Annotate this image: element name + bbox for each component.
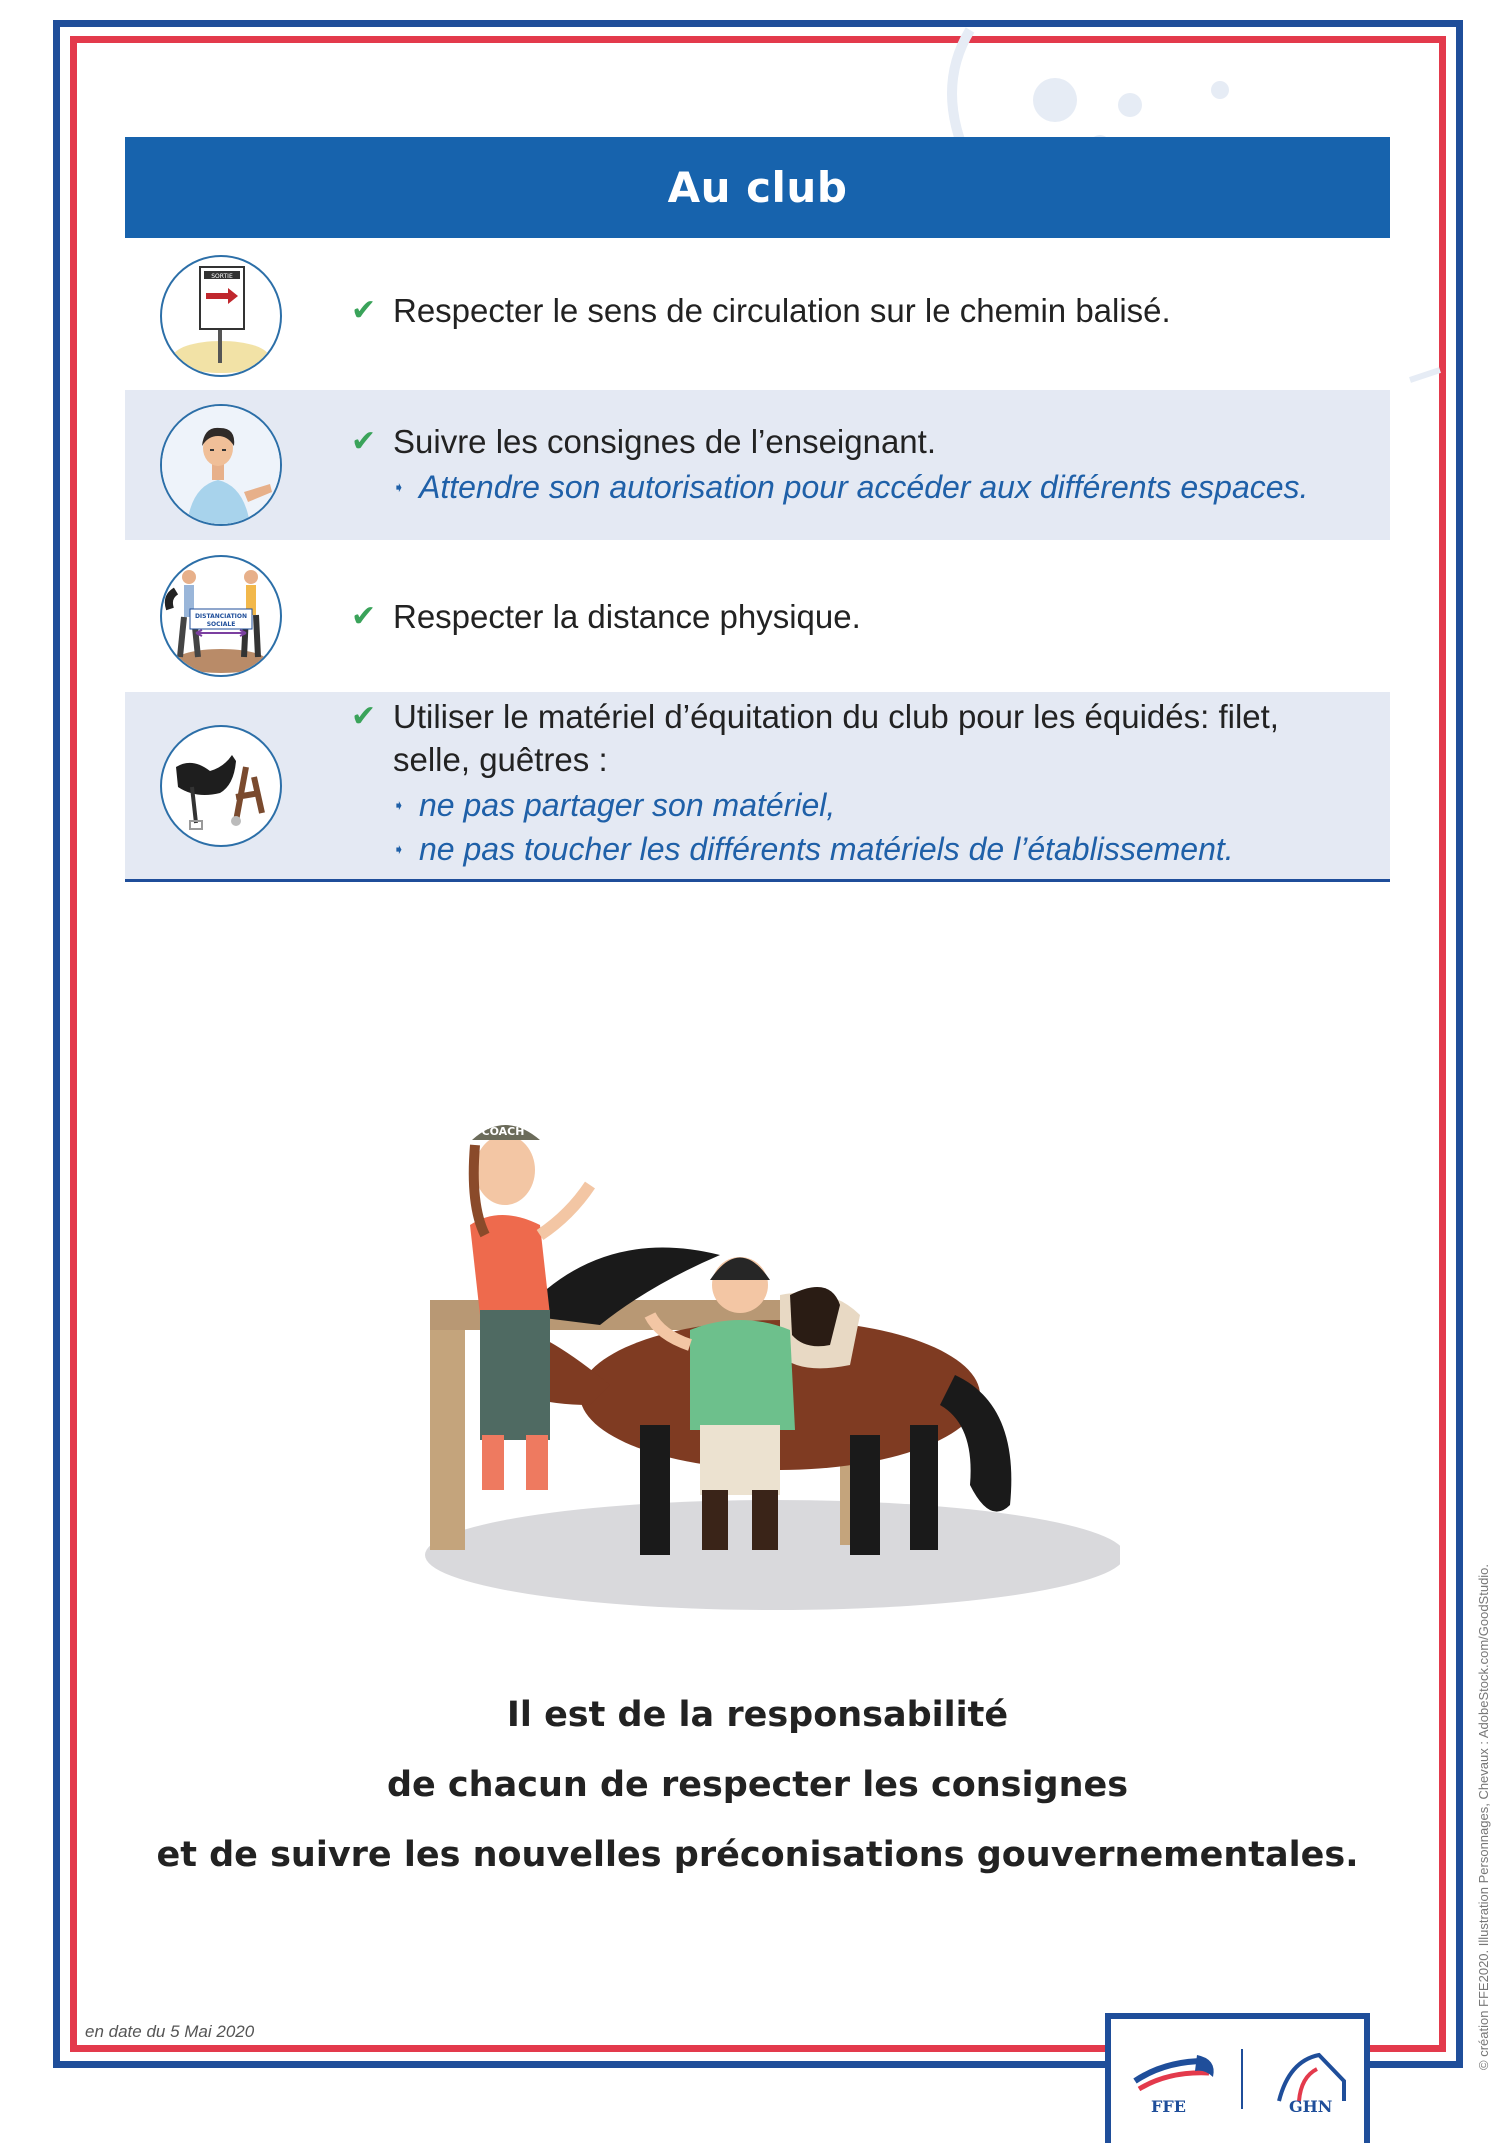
banner-line1: DISTANCIATION xyxy=(194,613,248,620)
rule-text-continued: selle, guêtres : xyxy=(393,741,608,778)
rule-subitem: ➧ ne pas partager son matériel, xyxy=(393,783,835,827)
arrow-bullet-icon: ➧ xyxy=(393,841,405,857)
page-title: Au club xyxy=(667,163,848,212)
rule-text: ✔ Respecter le sens de circulation sur le chemin balisé. xyxy=(351,289,1171,333)
credit-note: © création FFE2020. Illustration Personnages, Chevaux : AdobeStock.com/GoodStudio. xyxy=(1476,1563,1491,2070)
rule-row-equipment xyxy=(125,692,1390,882)
date-note: en date du 5 Mai 2020 xyxy=(85,2022,255,2041)
banner-line2: SOCIALE xyxy=(206,621,236,628)
rule-subitem: ➧ ne pas toucher les différents matériels de l’établissement. xyxy=(393,827,1234,871)
check-icon: ✔ xyxy=(351,700,377,733)
rule-text: ✔ Respecter la distance physique. xyxy=(351,595,861,639)
arrow-bullet-icon: ➧ xyxy=(393,797,405,813)
closing-line-3: et de suivre les nouvelles préconisations gouvernementales. xyxy=(156,1835,1359,1875)
rule-text: ✔ Utiliser le matériel d’équitation du club pour les équidés: filet, xyxy=(351,695,1279,739)
logo-divider xyxy=(1241,2049,1243,2109)
rule-row-circulation xyxy=(125,243,1390,385)
ffe-logo-text: FFE xyxy=(1151,2097,1186,2116)
ghn-logo-text: GHN xyxy=(1289,2097,1333,2116)
rule-text: ✔ Suivre les consignes de l’enseignant. xyxy=(351,420,936,464)
saddle-bridle-icon xyxy=(160,725,282,847)
section-header xyxy=(125,137,1390,238)
arrow-bullet-icon: ➧ xyxy=(393,479,405,495)
social-distancing-icon xyxy=(160,555,282,677)
check-icon: ✔ xyxy=(351,294,377,327)
coach-cap-text: COACH xyxy=(481,1125,525,1138)
coach-child-pony-illustration xyxy=(400,1085,1120,1620)
logo-panel xyxy=(1105,2013,1370,2143)
rule-row-distance xyxy=(125,549,1390,686)
instructor-icon xyxy=(160,404,282,526)
closing-line-1: Il est de la responsabilité xyxy=(506,1695,1009,1735)
sign-label: SORTIE xyxy=(211,273,233,280)
rule-subitem: ➧ Attendre son autorisation pour accéder aux différents espaces. xyxy=(393,465,1308,509)
rule-row-instructor xyxy=(125,390,1390,540)
check-icon: ✔ xyxy=(351,425,377,458)
one-way-sign-icon xyxy=(160,255,282,377)
closing-line-2: de chacun de respecter les consignes xyxy=(386,1765,1129,1805)
check-icon: ✔ xyxy=(351,600,377,633)
